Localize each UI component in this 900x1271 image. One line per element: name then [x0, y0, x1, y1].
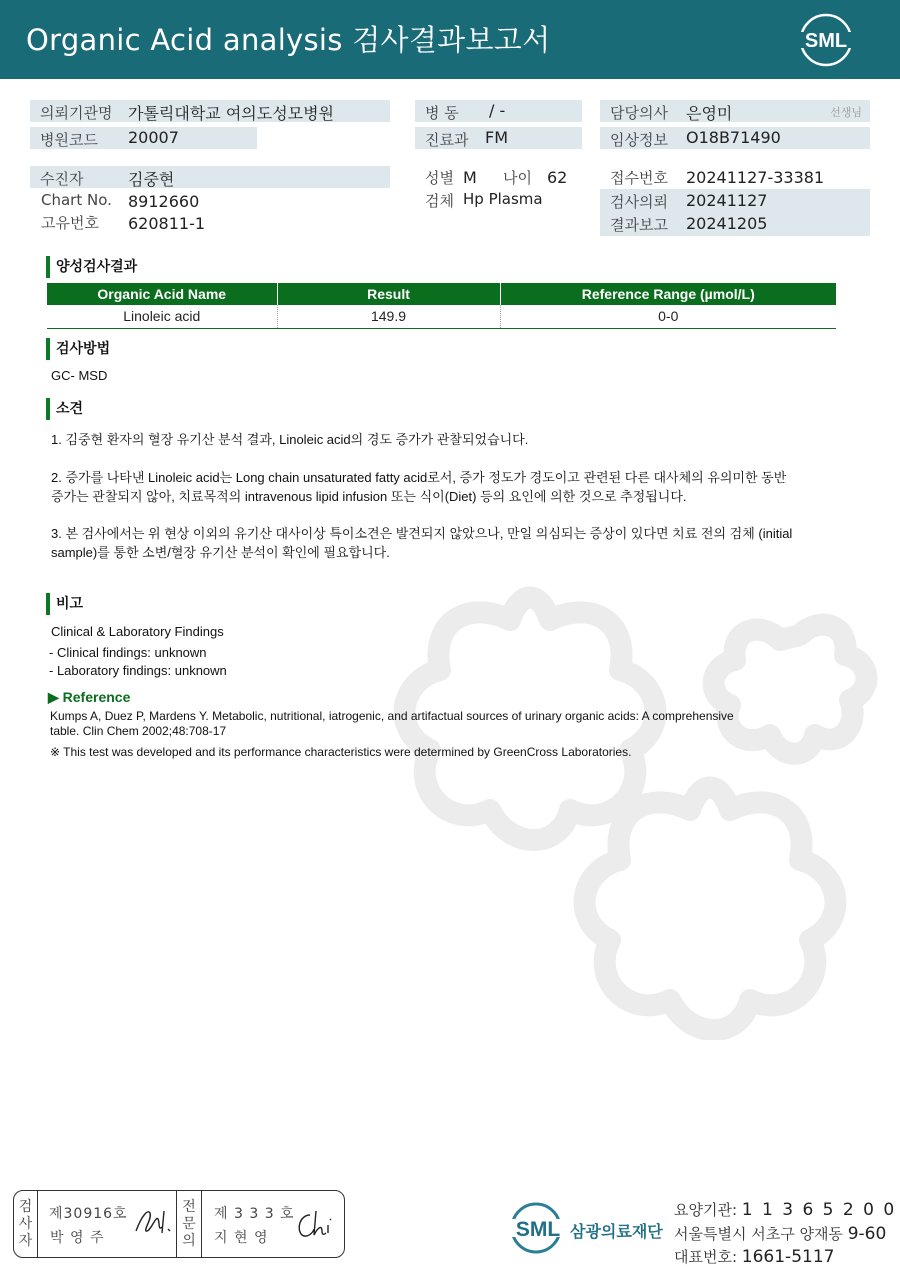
tester-name: 박 영 주 [50, 1230, 105, 1246]
sml-logo-icon [798, 12, 854, 68]
dept-value: FM [485, 128, 509, 147]
tester-label-char: 사 [18, 1215, 33, 1232]
sex-value: M [463, 168, 477, 187]
specimen-label: 검체 [425, 192, 454, 210]
patient-value: 김중현 [128, 170, 175, 189]
tester-signature-icon [132, 1205, 180, 1239]
hospital-code-label: 병원코드 [40, 131, 98, 149]
table-row [47, 305, 836, 328]
header-logo-text: SML [804, 30, 848, 52]
footer-sml-logo-icon [508, 1200, 568, 1256]
footer-logo-text: SML [515, 1218, 561, 1241]
address-number: 9-60 [847, 1224, 887, 1244]
footer-phone-line [674, 1246, 834, 1267]
doctor-label: 담당의사 [610, 104, 668, 122]
reference-heading: ▶ Reference [48, 689, 131, 705]
results-table [47, 283, 836, 329]
acid-name-cell: Linoleic acid [47, 305, 277, 328]
tester-label [14, 1191, 38, 1257]
finding-paragraph-2a: 2. 증가를 나타낸 Linoleic acid는 Long chain unsaturated fatty acid로서, 증가 정도가 경도이고 관련된 다른 대사체의 유의미한 동반 [51, 470, 787, 485]
range-cell: 0-0 [500, 305, 836, 328]
result-cell: 149.9 [277, 305, 500, 328]
report-date-value: 20241205 [686, 214, 768, 233]
footer-address-line [674, 1223, 886, 1244]
specialist-label [176, 1191, 202, 1257]
notes-heading: 비고 [46, 593, 83, 615]
ward-label: 병 동 [425, 104, 459, 122]
reference-line-2: table. Clin Chem 2002;48:708-17 [50, 724, 227, 738]
footer-org-name: 삼광의료재단 [570, 1222, 663, 1241]
chart-no-value: 8912660 [128, 192, 200, 211]
finding-paragraph-2b: 증가는 관찰되지 않아, 치료목적의 intravenous lipid infusion 또는 식이(Diet) 등의 요인에 의한 것으로 추정됩니다. [51, 489, 687, 504]
notes-line-2: - Clinical findings: unknown [49, 645, 207, 660]
phone-label: 대표번호: [674, 1248, 738, 1266]
specialist-label-char: 의 [182, 1232, 196, 1249]
institution-number: 1 1 3 6 5 2 0 0 [741, 1200, 897, 1220]
specialist-signature-icon [294, 1207, 340, 1241]
clinical-field [600, 127, 870, 149]
tester-label-char: 검 [18, 1198, 33, 1215]
dept-label: 진료과 [425, 131, 469, 149]
col-header-name: Organic Acid Name [47, 283, 277, 305]
age-label: 나이 [503, 169, 532, 187]
hospital-code-value: 20007 [128, 128, 179, 147]
method-text: GC- MSD [51, 368, 108, 383]
request-value: 20241127 [686, 191, 768, 210]
hospital-code-field [30, 127, 257, 149]
findings-heading: 소견 [46, 398, 83, 420]
results-header-row [47, 283, 836, 305]
finding-paragraph-3b: sample)를 통한 소변/혈장 유기산 분석이 확인에 필요합니다. [51, 545, 390, 560]
specimen-value: Hp Plasma [463, 190, 543, 208]
report-date-label: 결과보고 [610, 216, 668, 234]
col-header-range: Reference Range (µmol/L) [500, 283, 836, 305]
unique-no-label: 고유번호 [41, 214, 99, 232]
institution-label: 요양기관: [674, 1201, 738, 1219]
positive-results-heading: 양성검사결과 [46, 256, 137, 278]
receipt-label: 접수번호 [610, 169, 668, 187]
hospital-value: 가톨릭대학교 여의도성모병원 [128, 104, 335, 123]
tester-license-no: 제30916호 [49, 1206, 128, 1222]
col-header-result: Result [277, 283, 500, 305]
specialist-name: 지 현 영 [214, 1230, 269, 1246]
ward-value: / - [489, 101, 506, 120]
receipt-value: 20241127-33381 [686, 168, 825, 187]
footer-institution-line [674, 1199, 896, 1220]
hospital-label: 의뢰기관명 [40, 104, 113, 122]
clinical-label: 임상정보 [610, 131, 668, 149]
disclaimer-text: ※ This test was developed and its performance characteristics were determined by GreenCross Laboratories. [50, 745, 632, 759]
dept-field [415, 127, 582, 149]
doctor-field [600, 100, 870, 122]
chart-no-label: Chart No. [41, 191, 112, 209]
notes-line-1: Clinical & Laboratory Findings [51, 624, 224, 639]
signature-box [13, 1190, 345, 1258]
reference-line-1: Kumps A, Duez P, Mardens Y. Metabolic, nutritional, iatrogenic, and artifactual sources of urinary organic acids: A comprehensive [50, 709, 734, 723]
ward-field [415, 100, 582, 122]
sex-label: 성별 [425, 169, 454, 187]
specialist-license-no: 제 3 3 3 호 [214, 1206, 295, 1222]
patient-label: 수진자 [40, 170, 84, 188]
patient-field [30, 166, 390, 188]
clinical-value: O18B71490 [686, 128, 781, 147]
method-heading: 검사방법 [46, 338, 110, 360]
doctor-suffix: 선생님 [830, 106, 862, 119]
request-label: 검사의뢰 [610, 193, 668, 211]
unique-no-value: 620811-1 [128, 214, 206, 233]
specialist-label-char: 전 [182, 1198, 196, 1215]
address-text: 서울특별시 서초구 양재동 [674, 1225, 843, 1243]
specialist-label-char: 문 [182, 1215, 196, 1232]
watermark-icon [360, 580, 880, 1040]
report-header [0, 0, 900, 79]
dates-field [600, 189, 870, 236]
notes-line-3: - Laboratory findings: unknown [49, 663, 227, 678]
finding-paragraph-3a: 3. 본 검사에서는 위 현상 이외의 유기산 대사이상 특이소견은 발견되지 않았으나, 만일 의심되는 증상이 있다면 치료 전의 검체 (initial [51, 526, 793, 541]
age-value: 62 [547, 168, 568, 187]
doctor-value: 은영미 [686, 104, 733, 123]
hospital-field [30, 100, 390, 122]
tester-label-char: 자 [18, 1232, 33, 1249]
phone-number: 1661-5117 [741, 1247, 835, 1267]
finding-paragraph-1: 1. 김중현 환자의 혈장 유기산 분석 결과, Linoleic acid의 경도 증가가 관찰되었습니다. [51, 432, 529, 447]
report-title: Organic Acid analysis 검사결과보고서 [26, 23, 551, 57]
